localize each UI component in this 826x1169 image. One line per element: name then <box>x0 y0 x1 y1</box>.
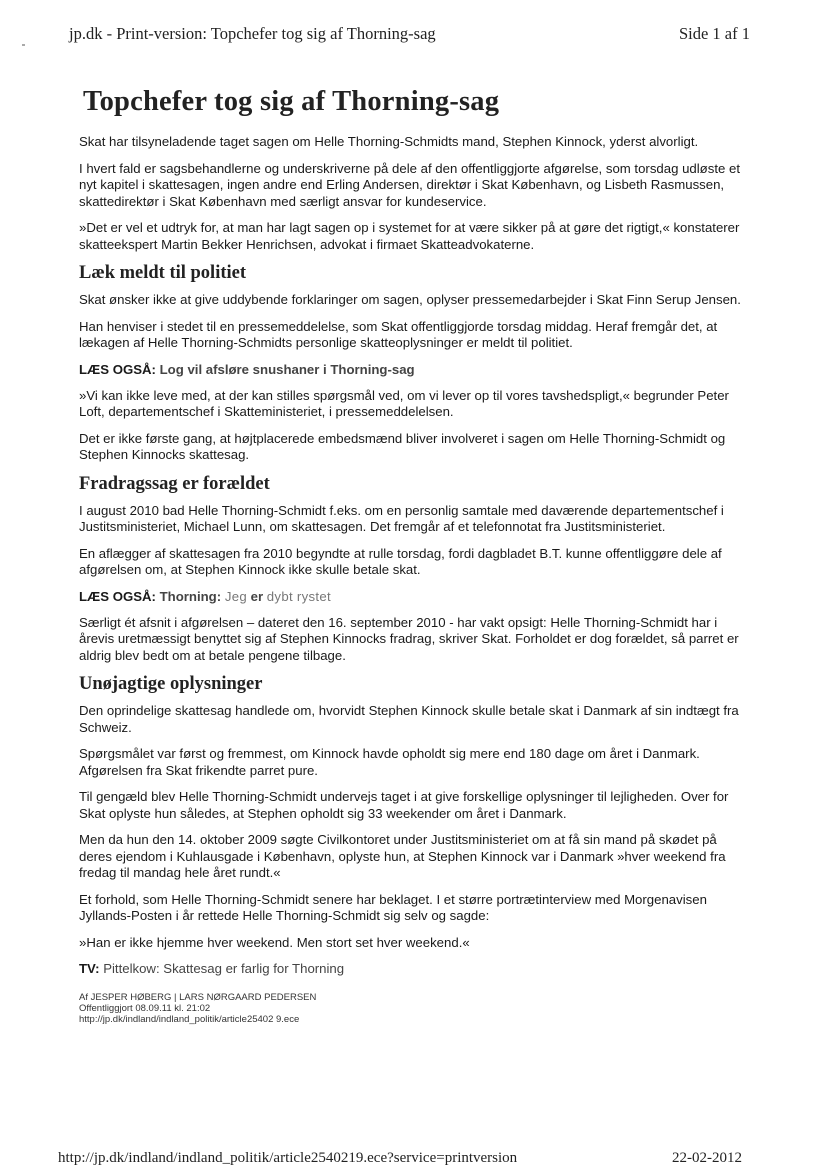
tv-link[interactable] <box>79 961 751 976</box>
paragraph: Et forhold, som Helle Thorning-Schmidt senere har beklaget. I et større portrætinterview med Morgenavisen Jyllands-Posten i år rettede Helle Thorning-Schmidt sig selv og sagde: <box>79 891 707 923</box>
byline: Af JESPER HØBERG | LARS NØRGAARD PEDERSEN <box>79 992 317 1003</box>
intro-paragraph-3: »Det er vel et udtryk for, at man har lagt sagen op i systemet for at være sikker på at gøre det rigtigt,« konstaterer skatteekspert Martin Bekker Henrichsen, advokat i firmaet Skatteadvokaterne. <box>79 220 740 252</box>
page-number: Side 1 af 1 <box>678 24 750 43</box>
paragraph: »Han er ikke hjemme hver weekend. Men stort set hver weekend.« <box>79 934 470 950</box>
article-url: http://jp.dk/indland/indland_politik/article25402 9.ece <box>79 1014 300 1025</box>
section-heading-inaccurate: Unøjagtige oplysninger <box>79 674 263 694</box>
article-meta <box>79 992 751 1025</box>
paragraph: Han henviser i stedet til en pressemeddelelse, som Skat offentliggjorde torsdag middag. Heraf fremgår det, at lækagen af Helle Thorning-Schmidts personlige skatteoplysninger er meldt til politiet. <box>79 318 718 350</box>
read-also-link-1[interactable] <box>79 362 751 377</box>
footer-date: 22-02-2012 <box>672 1150 742 1166</box>
intro-paragraph-1: Skat har tilsyneladende taget sagen om Helle Thorning-Schmidts mand, Stephen Kinnock, yderst alvorligt. <box>79 134 699 149</box>
paragraph: Til gengæld blev Helle Thorning-Schmidt undervejs taget i at give forskellige oplysninger til lejligheden. Over for Skat oplyste hun således, at Stephen opholdt sig 33 weekender om året i Danmark. <box>79 789 729 821</box>
section-heading-leak: Læk meldt til politiet <box>79 263 247 283</box>
article-title: Topchefer tog sig af Thorning-sag <box>83 86 500 117</box>
published-date: Offentliggjort 08.09.11 kl. 21:02 <box>79 1003 211 1014</box>
scan-speck <box>22 44 25 46</box>
read-also-label: LÆS OGSÅ: <box>79 588 156 604</box>
paragraph: Den oprindelige skattesag handlede om, hvorvidt Stephen Kinnock skulle betale skat i Danmark af sin indtægt fra Schweiz. <box>79 703 739 735</box>
paragraph: En aflægger af skattesagen fra 2010 begyndte at rulle torsdag, fordi dagbladet B.T. kunne offentliggøre dele af afgørelsen om, at Stephen Kinnock ikke skulle betale skat. <box>79 545 722 577</box>
print-header-title: jp.dk - Print-version: Topchefer tog sig af Thorning-sag <box>69 24 436 43</box>
paragraph: Skat ønsker ikke at give uddybende forklaringer om sagen, oplyser pressemedarbejder i Skat Finn Serup Jensen. <box>79 292 741 307</box>
tv-link-text[interactable]: Pittelkow: Skattesag er farlig for Thorning <box>103 961 345 976</box>
paragraph: »Vi kan ikke leve med, at der kan stilles spørgsmål ved, om vi lever op til vores tavshedspligt,« begrunder Peter Loft, departementschef i Skatteministeriet, i pressemeddelelsen. <box>79 387 729 419</box>
read-also-text-b[interactable]: Jeg <box>224 588 247 604</box>
read-also-text-c[interactable]: er <box>250 588 264 604</box>
paragraph: Det er ikke første gang, at højtplacerede embedsmænd bliver involveret i sagen om Helle Thorning-Schmidt og Stephen Kinnocks skattesag. <box>79 430 726 462</box>
article <box>79 86 751 1025</box>
section-heading-expired: Fradragssag er forældet <box>79 473 270 494</box>
paragraph: I august 2010 bad Helle Thorning-Schmidt f.eks. om en personlig samtale med daværende departementschef i Justitsministeriet, Michael Lunn, om skattesagen. Det fremgår af et telefonnotat fra Justitsministeriet. <box>79 502 724 534</box>
paragraph: Spørgsmålet var først og fremmest, om Kinnock havde opholdt sig mere end 180 dage om året i Danmark. Afgørelsen fra Skat frikendte parret pure. <box>79 746 700 778</box>
read-also-text-a[interactable]: Thorning: <box>159 588 222 604</box>
footer-url: http://jp.dk/indland/indland_politik/article2540219.ece?service=printversion <box>58 1150 518 1166</box>
paragraph: Særligt ét afsnit i afgørelsen – dateret den 16. september 2010 - har vakt opsigt: Helle Thorning-Schmidt har i årevis uretmæssigt benyttet sig af Stephen Kinnocks fradrag, skriver Skat. Forholdet er dog forældet, så parret er aldrig blev bedt om at betale pengene tilbage. <box>79 614 739 663</box>
read-also-link-2[interactable] <box>79 589 751 604</box>
read-also-text[interactable]: Log vil afsløre snushaner i Thorning-sag <box>159 361 415 377</box>
tv-label: TV: <box>79 961 100 976</box>
read-also-label: LÆS OGSÅ: <box>79 361 156 377</box>
read-also-text-d[interactable]: dybt rystet <box>266 588 331 604</box>
paragraph: Men da hun den 14. oktober 2009 søgte Civilkontoret under Justitsministeriet om at få sin mand på skødet på deres ejendom i Kuhlausgade i København, oplyste hun, at Stephen Kinnock var i Danmark »hver weekend fra fredag til mandag hele året rundt.« <box>79 832 726 880</box>
intro-paragraph-2: I hvert fald er sagsbehandlerne og underskriverne på dele af den offentliggjorte afgørelse, som torsdag udløste et nyt kapitel i skattesagen, ingen andre end Erling Andersen, direktør i Skat København, og Lisbeth Rasmussen, skattedirektør i Skat København med særligt ansvar for kundeservice. <box>79 160 740 209</box>
